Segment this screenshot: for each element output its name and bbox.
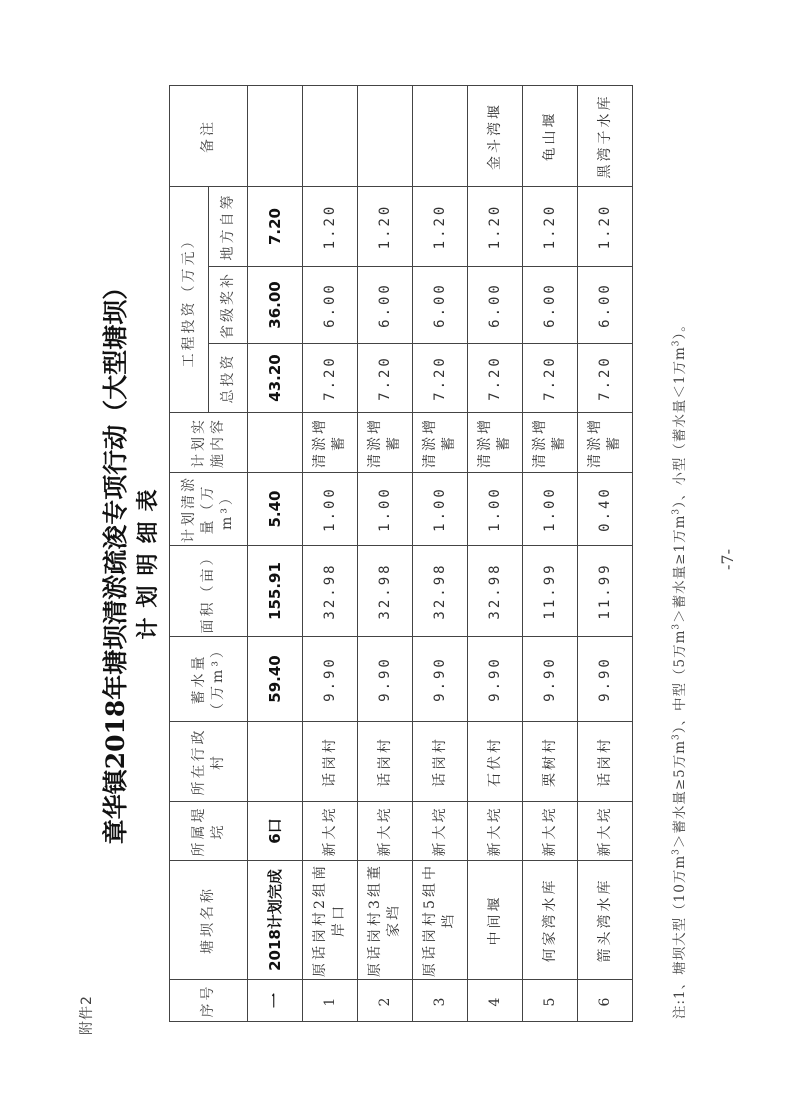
cell-local: 1.20: [523, 187, 578, 267]
cell-seq: 5: [523, 980, 578, 1022]
cell-embankment: 6口: [248, 802, 303, 861]
header-row: [170, 86, 209, 1022]
table-row: [523, 86, 578, 1022]
cell-dredge: 0.40: [578, 473, 633, 546]
cell-local: 1.20: [413, 187, 468, 267]
cell-area: 32.98: [413, 546, 468, 637]
cell-seq: 3: [413, 980, 468, 1022]
table-row: [413, 86, 468, 1022]
cell-embankment: 新大垸: [413, 802, 468, 861]
cell-remark: [358, 86, 413, 187]
cell-total-invest: 7.20: [523, 344, 578, 413]
header-investment-group: 工程投资（万元）: [170, 187, 209, 413]
cell-provincial: 6.00: [413, 267, 468, 344]
header-local: 地方自筹: [209, 187, 248, 267]
cell-name: 原话岗村5组中垱: [413, 861, 468, 980]
header-village: 所在行政村: [170, 722, 248, 802]
footnote-text: ）。: [672, 317, 688, 340]
footnote-text: ）、小型（蓄水量＜1万m: [672, 346, 688, 508]
superscript: 3: [671, 733, 682, 740]
cell-dredge: 1.00: [413, 473, 468, 546]
cell-seq: 1: [303, 980, 358, 1022]
superscript: 3: [671, 622, 682, 630]
header-embankment: 所属堤垸: [170, 802, 248, 861]
cell-content: 清淤增蓄: [523, 413, 578, 473]
cell-storage: 9.90: [303, 637, 358, 722]
cell-embankment: 新大垸: [358, 802, 413, 861]
header-storage: 蓄水量（万m³）: [170, 637, 248, 722]
cell-total-invest: 7.20: [303, 344, 358, 413]
cell-area: 32.98: [358, 546, 413, 637]
cell-local: 1.20: [358, 187, 413, 267]
cell-local: 1.20: [303, 187, 358, 267]
cell-content: 清淤增蓄: [303, 413, 358, 473]
cell-provincial: 36.00: [248, 267, 303, 344]
cell-area: 32.98: [303, 546, 358, 637]
cell-total-invest: 7.20: [468, 344, 523, 413]
cell-total-invest: 7.20: [578, 344, 633, 413]
cell-remark: [303, 86, 358, 187]
header-provincial: 省级奖补: [209, 267, 248, 344]
header-seq: 序号: [170, 980, 248, 1022]
cell-storage: 9.90: [578, 637, 633, 722]
cell-content: 清淤增蓄: [468, 413, 523, 473]
cell-seq: 一: [248, 980, 303, 1022]
cell-area: 155.91: [248, 546, 303, 637]
cell-village: 石伏村: [468, 722, 523, 802]
cell-village: 话岗村: [413, 722, 468, 802]
cell-area: 11.99: [523, 546, 578, 637]
superscript: 3: [671, 339, 682, 347]
footnote: [668, 317, 688, 1019]
cell-content: [248, 413, 303, 473]
cell-total-invest: 43.20: [248, 344, 303, 413]
cell-provincial: 6.00: [358, 267, 413, 344]
cell-total-invest: 7.20: [358, 344, 413, 413]
cell-name: 原话岗村3组董家垱: [358, 861, 413, 980]
cell-provincial: 6.00: [303, 267, 358, 344]
footnote-text: 注:1、塘坝大型（10万m: [672, 854, 688, 1019]
cell-name: 箭头湾水库: [578, 861, 633, 980]
cell-seq: 6: [578, 980, 633, 1022]
cell-area: 32.98: [468, 546, 523, 637]
cell-provincial: 6.00: [523, 267, 578, 344]
table-row: [578, 86, 633, 1022]
cell-village: 话岗村: [358, 722, 413, 802]
cell-content: 清淤增蓄: [358, 413, 413, 473]
cell-village: 栗树村: [523, 722, 578, 802]
cell-content: 清淤增蓄: [413, 413, 468, 473]
table-row: [468, 86, 523, 1022]
page-subtitle: 计划明细表: [135, 479, 161, 640]
cell-name: 何家湾水库: [523, 861, 578, 980]
total-row: [248, 86, 303, 1022]
header-area: 面积（亩）: [170, 546, 248, 637]
cell-dredge: 5.40: [248, 473, 303, 546]
cell-village: 话岗村: [578, 722, 633, 802]
cell-village: [248, 722, 303, 802]
cell-provincial: 6.00: [578, 267, 633, 344]
cell-local: 7.20: [248, 187, 303, 267]
footnote-text: ＞蓄水量≥1万m: [672, 514, 688, 623]
header-remark: 备注: [170, 86, 248, 187]
cell-remark: 金斗湾堰: [468, 86, 523, 187]
header-content: 计划实施内容: [170, 413, 248, 473]
cell-local: 1.20: [578, 187, 633, 267]
cell-remark: [248, 86, 303, 187]
cell-seq: 2: [358, 980, 413, 1022]
cell-embankment: 新大垸: [578, 802, 633, 861]
header-total-invest: 总投资: [209, 344, 248, 413]
cell-embankment: 新大垸: [523, 802, 578, 861]
cell-dredge: 1.00: [468, 473, 523, 546]
cell-storage: 59.40: [248, 637, 303, 722]
header-dredge: 计划清淤量（万m³）: [170, 473, 248, 546]
plan-table: [169, 85, 633, 1022]
cell-embankment: 新大垸: [468, 802, 523, 861]
attachment-label: 附件2: [79, 995, 95, 1035]
cell-name: 中间堰: [468, 861, 523, 980]
superscript: 3: [671, 848, 682, 855]
cell-name: 原话岗村2组南岸口: [303, 861, 358, 980]
cell-area: 11.99: [578, 546, 633, 637]
cell-total-invest: 7.20: [413, 344, 468, 413]
cell-remark: 黑湾子水库: [578, 86, 633, 187]
cell-local: 1.20: [468, 187, 523, 267]
header-name: 塘坝名称: [170, 861, 248, 980]
cell-storage: 9.90: [413, 637, 468, 722]
cell-dredge: 1.00: [303, 473, 358, 546]
table-row: [358, 86, 413, 1022]
cell-content: 清淤增蓄: [578, 413, 633, 473]
footnote-text: ＞蓄水量≥5万m: [672, 739, 688, 849]
cell-dredge: 1.00: [358, 473, 413, 546]
cell-village: 话岗村: [303, 722, 358, 802]
cell-provincial: 6.00: [468, 267, 523, 344]
cell-remark: [413, 86, 468, 187]
footnote-text: ）、中型（5万m: [672, 629, 688, 734]
superscript: 3: [671, 507, 682, 515]
page-number: -7-: [718, 549, 737, 570]
cell-storage: 9.90: [523, 637, 578, 722]
page-title: 章华镇2018年塘坝清淤疏浚专项行动（大型塘坝）: [101, 274, 130, 845]
cell-storage: 9.90: [468, 637, 523, 722]
cell-name: 2018计划完成: [248, 861, 303, 980]
cell-storage: 9.90: [358, 637, 413, 722]
cell-dredge: 1.00: [523, 473, 578, 546]
cell-embankment: 新大垸: [303, 802, 358, 861]
cell-remark: 龟山堰: [523, 86, 578, 187]
cell-seq: 4: [468, 980, 523, 1022]
table-row: [303, 86, 358, 1022]
